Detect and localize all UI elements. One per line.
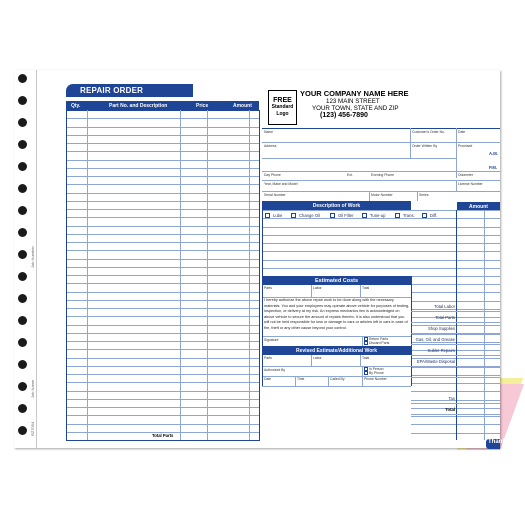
totals-label: Sublet Repairs [427,348,455,353]
col-price: Price [196,102,209,109]
rev-labor-label: Labor [313,356,322,360]
parts-table-header [66,101,259,110]
est-total-label: Total [362,286,370,290]
parts-row-line [66,440,260,441]
logo-line-1: FREE [273,97,292,104]
parts-row-line [66,259,260,260]
punch-holes [18,74,30,448]
parts-row-line [66,292,260,293]
parts-row-line [66,209,260,210]
rev-date-label: Date [264,377,272,381]
called-by-label: Called By [330,377,345,381]
parts-row-line [66,184,260,185]
work-row-line [262,210,500,211]
col-part: Part No. and Description [109,102,168,109]
punch-hole [18,96,27,105]
parts-row-line [66,325,260,326]
day-phone-label: Day Phone [264,173,281,177]
parts-row-line [66,143,260,144]
by-phone-label: By Phone [369,371,384,375]
return-parts-label: Return Parts [369,337,389,341]
totals-line [411,355,500,356]
parts-row-line [66,349,260,350]
date-label: Date [458,130,466,134]
punch-hole [18,184,27,193]
thank-you-tab: Thank [486,439,500,449]
col-qty: Qty. [71,102,81,109]
side-label-job-name: Job Name [30,379,35,398]
by-phone-checkbox[interactable] [364,371,368,375]
punch-hole [18,140,27,149]
estimated-costs-header: Estimated Costs [262,276,411,285]
punch-hole [18,118,27,127]
parts-row-line [66,316,260,317]
name-label: Name [264,130,274,134]
totals-label: EPA/Waste Disposal [416,359,455,364]
totals-line [411,333,500,334]
oil-filter-label: Oil Filter [338,213,354,218]
work-row-line [262,227,500,228]
parts-row-line [66,308,260,309]
work-row-line [262,243,500,244]
punch-hole [18,316,27,325]
totals-line [411,414,500,415]
parts-row-line [66,127,260,128]
margin-line [36,70,37,448]
authorization-text: I hereby authorize the above repair work to be done along with the necessary materials. You and your employees may operate above vehicle for purposes of testing, inspection, or delivery at my risk. An express mechanics lien is acknowledged on above vehicle to secure the amount of repairs thereto. It is also understood that you will not be held responsible for loss or damage to cars or articles left in cars in case of fire, theft or any other cause beyond your control. [264,298,410,330]
license-label: License Number [458,182,483,186]
work-row-line [262,235,500,236]
parts-row-line [66,415,260,416]
company-city: YOUR TOWN, STATE AND ZIP [312,105,399,112]
logo-line-2: Standard [271,104,294,110]
description-of-work-header: Description of Work [262,201,411,210]
promised-label: Promised [458,144,473,148]
parts-row-line [66,374,260,375]
work-row-line [262,260,500,261]
parts-row-line [66,300,260,301]
address-label: Address [264,144,277,148]
diff-label: Diff. [430,213,438,218]
parts-row-line [66,160,260,161]
punch-hole [18,228,27,237]
pm-label: P.M. [489,165,498,170]
discard-parts-label: Discard Parts [369,341,390,345]
authorized-by-label: Authorized By [264,368,286,372]
side-label-code: RZ7054 [30,421,35,436]
rev-parts-label: Parts [264,356,272,360]
company-phone: (123) 456-7890 [320,112,368,119]
parts-row-line [66,358,260,359]
totals-label: Total Parts [435,315,455,320]
totals-label: Gas, Oil, and Grease [415,337,455,342]
revised-estimate-header: Revised Estimate/Additional Work [262,346,411,355]
punch-hole [18,426,27,435]
parts-row-line [66,341,260,342]
parts-row-line [66,333,260,334]
parts-row-line [66,267,260,268]
parts-row-line [66,275,260,276]
punch-hole [18,162,27,171]
punch-hole [18,360,27,369]
punch-hole [18,206,27,215]
punch-hole [18,272,27,281]
serial-label: Serial Number [264,193,286,197]
punch-hole [18,338,27,347]
customer-order-label: Customer's Order No. [412,130,445,134]
parts-row-line [66,234,260,235]
parts-row-line [66,366,260,367]
parts-row-line [66,151,260,152]
in-person-label: In Person [369,367,384,371]
col-amount: Amount [233,102,252,109]
series-label: Series [419,193,429,197]
parts-row-line [66,242,260,243]
parts-row-line [66,283,260,284]
form-title: REPAIR ORDER [66,84,193,97]
total-parts-label: Total Parts [152,433,174,438]
year-make-model-label: Year, Make and Model [264,182,298,186]
change-oil-label: Change Oil [299,213,320,218]
punch-hole [18,294,27,303]
work-row-line [262,218,500,219]
lube-label: Lube [273,213,283,218]
work-amount-header: Amount [457,202,500,211]
parts-row-line [66,424,260,425]
motor-label: Motor Number [371,193,393,197]
am-label: A.M. [489,151,498,156]
rev-total-label: Total [362,356,370,360]
parts-row-line [66,168,260,169]
punch-hole [18,74,27,83]
punch-hole [18,382,27,391]
totals-label: Tax [448,396,455,401]
signature-label: Signature [264,338,279,342]
est-parts-label: Parts [264,286,272,290]
parts-row-line [66,382,260,383]
punch-hole [18,404,27,413]
trans-label: Trans. [403,213,415,218]
work-row-line [262,268,500,269]
totals-label: Total Labor [434,304,455,309]
logo [268,90,297,125]
parts-row-line [66,135,260,136]
company-name: YOUR COMPANY NAME HERE [300,89,409,98]
totals-label: Shop Supplies [427,326,455,331]
totals-line [411,403,500,404]
totals-line [411,344,500,345]
totals-line [411,366,500,367]
logo-line-3: Logo [276,111,289,117]
totals-line [411,377,500,378]
company-street: 123 MAIN STREET [326,98,380,105]
parts-row-line [66,407,260,408]
odometer-label: Odometer [458,173,474,177]
ext-label: Ext. [347,173,353,177]
rev-time-label: Time [297,377,305,381]
est-labor-label: Labor [313,286,322,290]
totals-line [411,322,500,323]
totals-label: Total [445,407,455,412]
parts-row-line [66,118,260,119]
punch-hole [18,250,27,259]
side-label-job-number: Job Number [30,246,35,268]
parts-row-line [66,176,260,177]
phone-number-label: Phone Number [364,377,387,381]
parts-row-line [66,217,260,218]
order-written-by-label: Order Written By [412,144,438,148]
parts-row-line [66,399,260,400]
parts-row-line [66,110,260,111]
parts-row-line [66,193,260,194]
work-row-line [262,251,500,252]
parts-row-line [66,250,260,251]
tune-up-label: Tune-up [370,213,386,218]
discard-parts-checkbox[interactable] [364,341,368,345]
parts-row-line [66,226,260,227]
parts-row-line [66,201,260,202]
parts-row-line [66,391,260,392]
evening-phone-label: Evening Phone [371,173,394,177]
totals-line [411,311,500,312]
